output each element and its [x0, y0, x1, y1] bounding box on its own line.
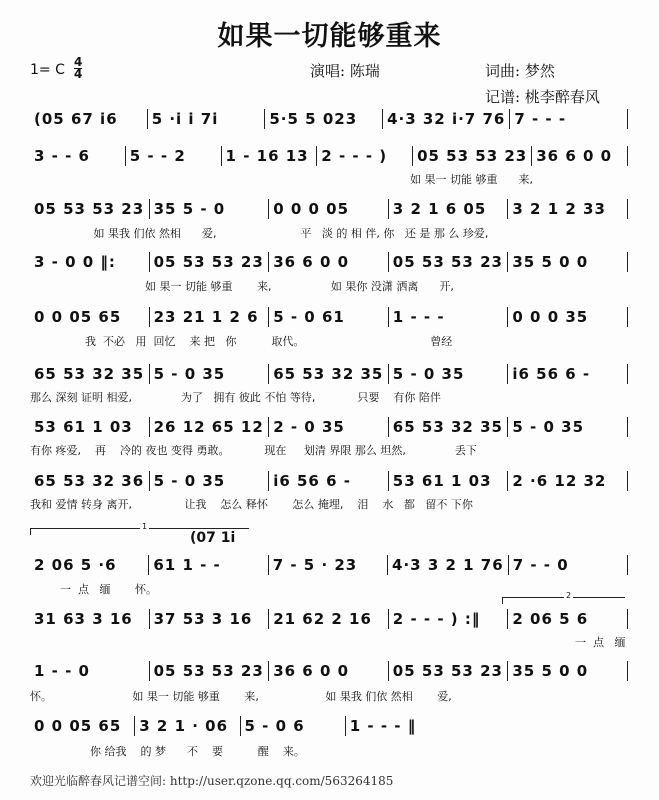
measure: 5 - 0 35 — [392, 365, 465, 383]
barline — [627, 471, 628, 491]
measure: 65 53 32 35 — [34, 365, 145, 383]
barline — [627, 555, 628, 575]
measure: 2 - - - ) — [321, 147, 388, 165]
volta-2-label: 2 — [566, 591, 572, 600]
measure: 2 - 0 35 — [273, 418, 345, 436]
notation-row — [30, 417, 628, 437]
measure: 0 0 05 65 — [34, 308, 122, 326]
measure: 3 - - 6 — [34, 147, 90, 165]
barline — [627, 252, 628, 272]
measure: 31 63 3 16 — [34, 610, 133, 628]
barline — [627, 661, 628, 681]
notation-row — [30, 364, 628, 384]
measure: 36 6 0 0 — [273, 662, 350, 680]
measure: 7 - - - — [514, 110, 567, 128]
measure: 4·3 3 2 1 76 — [392, 556, 504, 574]
measure: 0 0 0 05 — [273, 200, 350, 218]
measure: 21 62 2 16 — [273, 610, 372, 628]
measure: 7 - - 0 — [512, 556, 569, 574]
measure: 65 53 32 36 — [34, 472, 145, 490]
barline — [627, 109, 628, 129]
measure: 53 61 1 03 — [392, 472, 492, 490]
lyrics-line: 那么 深刻 证明 相爱, 为了 拥有 彼此 不怕 等待, 只要 有你 陪伴 — [30, 391, 441, 404]
measure: (05 67 i6 — [34, 110, 118, 128]
barline — [627, 307, 628, 327]
lyrics-line: 一 点 缅 — [575, 636, 626, 649]
lyrics-line: 如 果我 们依 然相 爱, 平 淡 的 相 伴, 你 还 是 那 么 珍爱, — [90, 227, 489, 240]
lyrics-line: 如 果一 切能 够重 来, — [410, 173, 533, 186]
measure: 65 53 32 35 — [392, 418, 503, 436]
measure: 5 ·i i 7i — [151, 110, 219, 128]
notation-row — [30, 716, 450, 736]
interlude-pickup: (07 1i — [190, 530, 236, 546]
measure: 5 - - 2 — [129, 147, 186, 165]
measure: 35 5 0 0 — [512, 662, 589, 680]
measure: 23 21 1 2 6 — [153, 308, 259, 326]
notation-row — [30, 471, 628, 491]
notation-row — [30, 109, 628, 129]
time-sig-top: 4 — [74, 55, 83, 69]
notation-row — [30, 252, 628, 272]
measure: 53 61 1 03 — [34, 418, 133, 436]
measure: 2 ·6 12 32 — [512, 472, 607, 490]
measure: 5 - 0 35 — [153, 365, 226, 383]
measure: 2 - - - ) :‖ — [392, 610, 481, 628]
lyrics-line: 一 点 缅 怀。 — [60, 583, 157, 596]
measure: 5 - 0 35 — [153, 472, 226, 490]
measure: 3 2 1 · 06 — [139, 717, 229, 735]
key-signature: 1= C — [30, 62, 65, 78]
measure: 1 - - - — [392, 308, 445, 326]
measure: i6 56 6 - — [273, 472, 351, 490]
measure: 2 06 5 ·6 — [34, 556, 117, 574]
measure: 05 53 53 23 — [34, 200, 145, 218]
measure: 1 - - - ‖ — [349, 717, 417, 735]
measure: 5 - 0 35 — [512, 418, 585, 436]
transcriber-credit: 记谱: 桃李醉春风 — [485, 88, 600, 106]
composer-credit: 词曲: 梦然 — [485, 62, 555, 80]
measure: 0 0 05 65 — [34, 717, 122, 735]
lyrics-line: 我和 爱情 转身 离开, 让我 怎么 释怀 怎么 掩埋, 泪 水 都 留不 下你 — [30, 498, 473, 511]
time-sig-bottom: 4 — [74, 67, 83, 81]
footer-credit: 欢迎光临醉春风记谱空间: http://user.qzone.qq.com/563264185 — [30, 774, 394, 788]
singer-credit: 演唱: 陈瑞 — [310, 62, 380, 80]
measure: 35 5 - 0 — [153, 200, 226, 218]
measure: 05 53 53 23 — [153, 662, 264, 680]
measure: 05 53 53 23 — [392, 662, 503, 680]
notation-row — [30, 307, 628, 327]
measure: 4·3 32 i·7 76 — [387, 110, 506, 128]
barline — [627, 417, 628, 437]
volta-1-label: 1 — [142, 522, 148, 531]
barline — [627, 364, 628, 384]
notation-row — [30, 199, 628, 219]
measure: 1 - - 0 — [34, 662, 90, 680]
barline — [627, 609, 628, 629]
measure: 1 - 16 13 — [225, 147, 309, 165]
notation-row — [30, 555, 628, 575]
measure: 61 1 - - — [153, 556, 221, 574]
measure: 26 12 65 12 — [153, 418, 264, 436]
measure: 35 5 0 0 — [512, 253, 589, 271]
measure: 3 2 1 2 33 — [512, 200, 606, 218]
measure: 0 0 0 35 — [512, 308, 589, 326]
barline — [627, 199, 628, 219]
song-title: 如果一切能够重来 — [217, 21, 442, 52]
measure: 05 53 53 23 — [417, 147, 528, 165]
lyrics-line: 你 给我 的 梦 不 要 醒 来。 — [90, 745, 305, 758]
measure: 05 53 53 23 — [153, 253, 264, 271]
measure: 5 - 0 61 — [273, 308, 345, 326]
notation-row — [30, 661, 628, 681]
measure: 37 53 3 16 — [153, 610, 253, 628]
barline — [627, 146, 628, 166]
lyrics-line: 我 不必 用 回忆 来 把 你 取代。 曾经 — [85, 335, 453, 348]
measure: 2 06 5 6 — [512, 610, 589, 628]
lyrics-line: 有你 疼爱, 再 冷的 夜也 变得 勇敢。 现在 划清 界限 那么 坦然, 丢下 — [30, 444, 477, 457]
measure: 3 - 0 0 ‖: — [34, 253, 116, 271]
second-ending-bracket — [502, 591, 625, 604]
measure: 7 - 5 · 23 — [272, 556, 358, 574]
measure: 3 2 1 6 05 — [392, 200, 487, 218]
first-ending-bracket — [30, 522, 249, 535]
measure: 36 6 0 0 — [536, 147, 613, 165]
measure: 65 53 32 35 — [273, 365, 384, 383]
measure: 05 53 53 23 — [392, 253, 503, 271]
notation-row — [30, 609, 628, 629]
lyrics-line: 如 果一 切能 够重 来, 如 果你 没潇 洒离 开, — [145, 280, 454, 293]
notation-row — [30, 146, 628, 166]
measure: 36 6 0 0 — [273, 253, 350, 271]
measure: 5·5 5 023 — [269, 110, 358, 128]
lyrics-line: 怀。 如 果一 切能 够重 来, 如 果我 们依 然相 爱, — [30, 690, 452, 703]
measure: i6 56 6 - — [512, 365, 591, 383]
measure: 5 - 0 6 — [244, 717, 305, 735]
time-signature — [74, 57, 82, 80]
